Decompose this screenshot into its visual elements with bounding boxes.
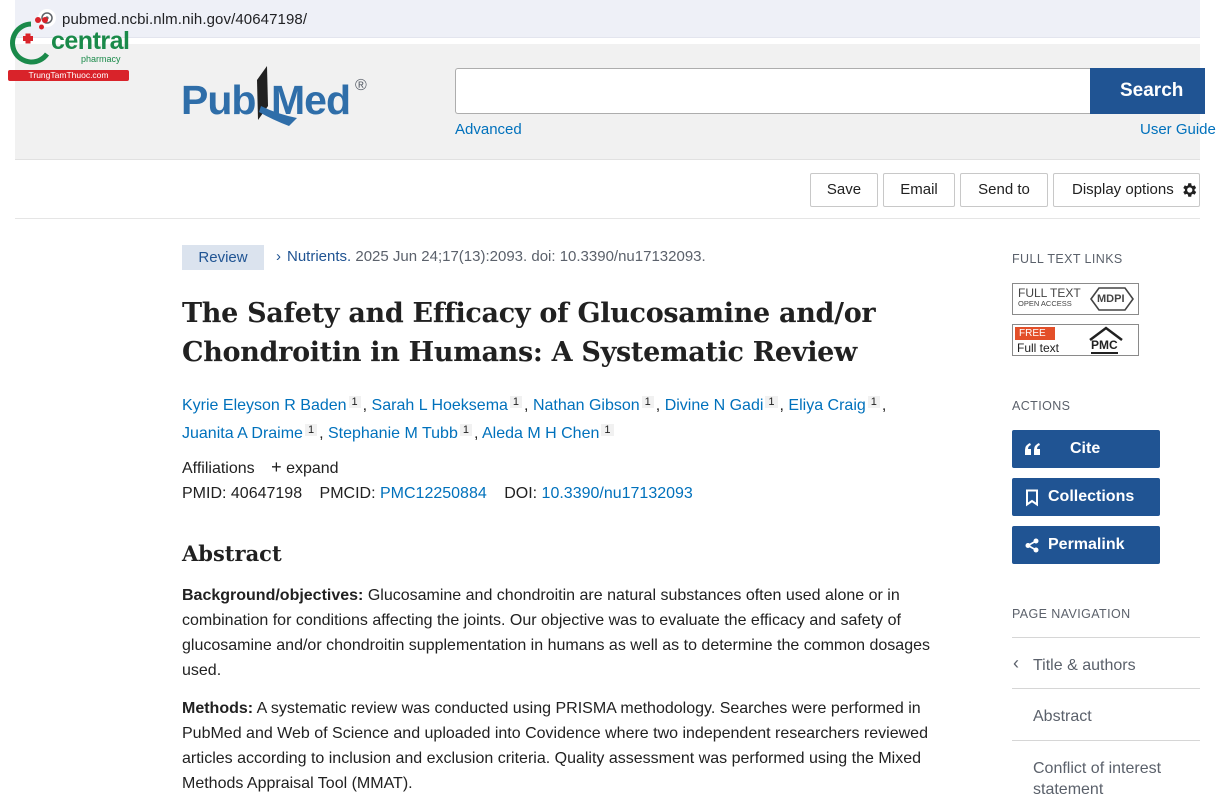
watermark-logo bbox=[5, 10, 130, 82]
abstract-section-text: A systematic review was conducted using PRISMA methodology. Searches were performed in PubMed and Web of Science and uploaded into Covidence where two independent researchers reviewed articles according to inclusion and exclusion criteria. Quality assessment was performed using the Mixed Methods Appraisal Tool (MMAT). bbox=[182, 700, 928, 792]
pmc-full-text-link[interactable] bbox=[1012, 324, 1139, 356]
author-link[interactable]: Juanita A Draime bbox=[182, 425, 303, 442]
search-input[interactable] bbox=[455, 68, 1091, 114]
citation-details: 2025 Jun 24;17(13):2093. doi: 10.3390/nu17132093. bbox=[355, 248, 706, 265]
nav-divider bbox=[1012, 688, 1200, 689]
send-to-button[interactable]: Send to bbox=[960, 173, 1048, 207]
journal-name[interactable]: Nutrients. bbox=[287, 248, 352, 265]
article-identifiers bbox=[182, 485, 693, 503]
plus-icon: + bbox=[271, 457, 282, 477]
free-label: FREE bbox=[1015, 327, 1055, 340]
pmid-value: 40647198 bbox=[230, 485, 303, 502]
toolbar-divider bbox=[15, 218, 1200, 219]
advanced-search-link[interactable]: Advanced bbox=[455, 121, 522, 138]
author-link[interactable]: Kyrie Eleyson R Baden bbox=[182, 397, 347, 414]
display-options-button[interactable] bbox=[1053, 173, 1200, 207]
abstract-section-label: Methods: bbox=[182, 700, 254, 717]
permalink-button[interactable] bbox=[1012, 526, 1160, 564]
affiliations-toggle[interactable] bbox=[182, 457, 339, 478]
watermark-site: TrungTamThuoc.com bbox=[8, 70, 129, 81]
affiliation-ref[interactable]: 1 bbox=[868, 396, 880, 408]
nav-divider bbox=[1012, 637, 1200, 638]
save-button[interactable]: Save bbox=[810, 173, 878, 207]
share-icon bbox=[1025, 526, 1043, 564]
author-link[interactable]: Aleda M H Chen bbox=[481, 425, 600, 442]
nav-item-abstract[interactable]: Abstract bbox=[1033, 708, 1092, 725]
affiliation-ref[interactable]: 1 bbox=[349, 396, 361, 408]
doi-link[interactable]: 10.3390/nu17132093 bbox=[541, 485, 693, 502]
abstract-heading: Abstract bbox=[182, 541, 282, 566]
author-link[interactable]: Nathan Gibson bbox=[532, 397, 640, 414]
user-guide-link[interactable]: User Guide bbox=[1140, 121, 1216, 138]
journal-citation bbox=[276, 248, 706, 265]
collections-label: Collections bbox=[1048, 488, 1135, 505]
cite-button[interactable] bbox=[1012, 430, 1160, 468]
pharmacy-cross-icon bbox=[5, 10, 55, 65]
watermark-brand: central bbox=[51, 27, 130, 55]
chevron-left-icon: ‹ bbox=[1013, 653, 1019, 673]
affiliation-ref[interactable]: 1 bbox=[642, 396, 654, 408]
pmcid-label: PMCID: bbox=[319, 485, 376, 502]
affiliation-ref[interactable]: 1 bbox=[601, 424, 613, 436]
author-link[interactable]: Eliya Craig bbox=[788, 397, 866, 414]
affiliations-label: Affiliations bbox=[182, 460, 255, 477]
mdpi-full-text-link[interactable] bbox=[1012, 283, 1139, 315]
page-navigation-heading: PAGE NAVIGATION bbox=[1012, 607, 1131, 621]
expand-label: expand bbox=[286, 460, 339, 477]
nav-item-conflict-of-interest[interactable]: Conflict of interest statement bbox=[1033, 760, 1162, 798]
pmc-brand: PMC bbox=[1091, 338, 1118, 352]
abstract-background bbox=[182, 583, 942, 683]
svg-text:Med: Med bbox=[271, 77, 350, 123]
cite-label: Cite bbox=[1070, 440, 1101, 457]
url-text[interactable]: pubmed.ncbi.nlm.nih.gov/40647198/ bbox=[62, 11, 308, 28]
email-button[interactable]: Email bbox=[883, 173, 955, 207]
article-title: The Safety and Efficacy of Glucosamine and/or Chondroitin in Humans: A Systematic Review bbox=[182, 298, 876, 368]
collections-button[interactable] bbox=[1012, 478, 1160, 516]
pmcid-link[interactable]: PMC12250884 bbox=[380, 485, 487, 502]
author-link[interactable]: Divine N Gadi bbox=[664, 397, 764, 414]
pubmed-logo[interactable] bbox=[181, 62, 381, 128]
affiliation-ref[interactable]: 1 bbox=[765, 396, 777, 408]
mdpi-brand: MDPI bbox=[1097, 293, 1125, 305]
affiliation-ref[interactable]: 1 bbox=[460, 424, 472, 436]
mdpi-line2: OPEN ACCESS bbox=[1018, 299, 1072, 308]
affiliation-ref[interactable]: 1 bbox=[510, 396, 522, 408]
gear-icon bbox=[1180, 181, 1198, 199]
affiliation-ref[interactable]: 1 bbox=[305, 424, 317, 436]
pmc-full-text-label: Full text bbox=[1017, 341, 1060, 355]
quote-icon bbox=[1025, 430, 1043, 468]
watermark-sub: pharmacy bbox=[81, 54, 121, 64]
full-text-links-heading: FULL TEXT LINKS bbox=[1012, 252, 1123, 266]
pmid-label: PMID: bbox=[182, 485, 227, 502]
display-options-label: Display options bbox=[1072, 181, 1174, 198]
doi-label: DOI: bbox=[504, 485, 538, 502]
author-link[interactable]: Stephanie M Tubb bbox=[327, 425, 458, 442]
author-list: Kyrie Eleyson R Baden $^1$ , Sarah L Hoeksema $^1$ , Nathan Gibson $^1$ , Divine N Gadi $^1$ , Eliya Craig $^1$ , Juanita A Draime $^1$ , Stephanie M Tubb $^1$ , Aleda M H Chen $^1$ bbox=[182, 396, 887, 442]
actions-heading: ACTIONS bbox=[1012, 399, 1071, 413]
svg-text:®: ® bbox=[355, 77, 367, 94]
permalink-label: Permalink bbox=[1048, 536, 1125, 553]
svg-text:Pub: Pub bbox=[181, 77, 256, 123]
browser-address-bar[interactable] bbox=[15, 0, 1200, 38]
nav-divider bbox=[1012, 740, 1200, 741]
abstract-methods bbox=[182, 696, 942, 796]
site-header bbox=[15, 44, 1216, 160]
search-button[interactable]: Search bbox=[1090, 68, 1205, 114]
publication-type-badge[interactable]: Review bbox=[182, 245, 264, 270]
abstract-section-text: Glucosamine and chondroitin are natural substances often used alone or in combination for conditions affecting the joints. Our objective was to evaluate the efficacy and safety of glucosamine and/or chondroitin supplementation in humans as well as to determine the common dosages used. bbox=[182, 587, 930, 679]
bookmark-icon bbox=[1025, 478, 1043, 516]
nav-item-title-authors[interactable]: Title & authors bbox=[1033, 657, 1136, 674]
author-link[interactable]: Sarah L Hoeksema bbox=[371, 397, 508, 414]
chevron-right-icon: › bbox=[276, 248, 281, 265]
abstract-section-label: Background/objectives: bbox=[182, 587, 364, 604]
mdpi-line1: FULL TEXT bbox=[1018, 286, 1081, 300]
